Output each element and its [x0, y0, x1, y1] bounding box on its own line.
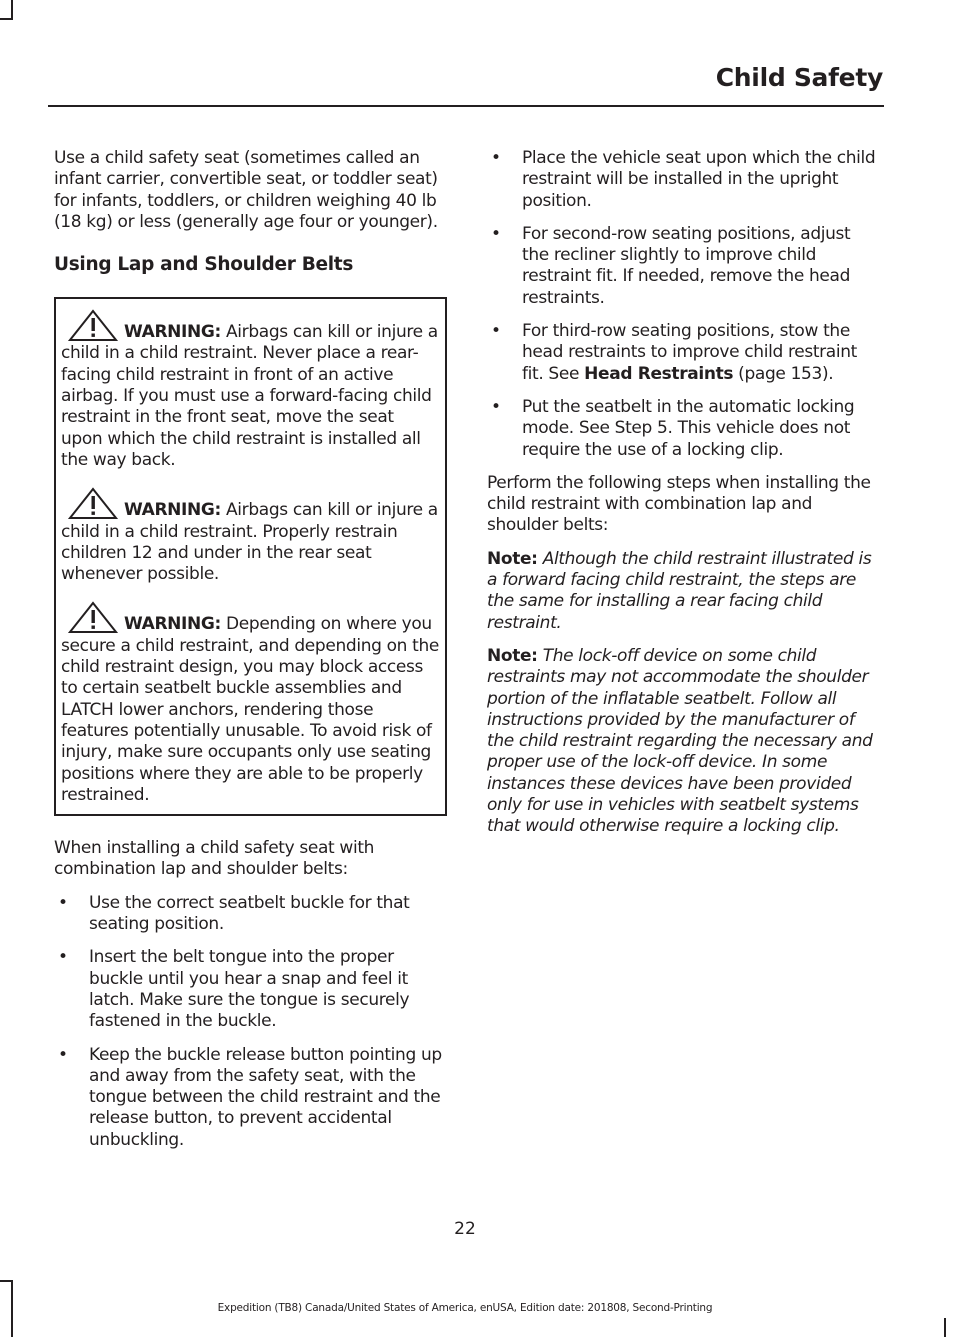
warning-triangle-icon — [66, 309, 120, 343]
bullet-glyph: • — [58, 892, 68, 913]
left-bullet-list — [54, 893, 446, 1151]
bullet-glyph: • — [58, 947, 68, 968]
list-item: • Keep the buckle release button pointing up and away from the safety seat, with the tongue between the child restraint and the release button, to prevent accidental unbuckling. — [58, 1044, 442, 1150]
steps-intro: Perform the following steps when installing the child restraint with combination lap and shoulder belts: — [487, 472, 871, 536]
right-bullet-list — [487, 148, 879, 461]
intro-paragraph: Use a child safety seat (sometimes called an infant carrier, convertible seat, or toddler seat) for infants, toddlers, or children weighing 40 lb (18 kg) or less (generally age four or younger). — [54, 148, 438, 232]
warning-2 — [61, 487, 439, 585]
note-label: Note: — [487, 548, 538, 569]
crop-mark-top-left-horizontal — [0, 18, 13, 20]
warning-3 — [61, 601, 439, 806]
list-item: • For second-row seating positions, adjust the recliner slightly to improve child restraint fit. If needed, remove the head restraints. — [491, 223, 851, 308]
bullet-glyph: • — [491, 223, 501, 244]
right-column — [487, 148, 879, 850]
list-item: • Use the correct seatbelt buckle for that seating position. — [58, 892, 410, 935]
bullet-glyph: • — [58, 1044, 68, 1065]
page-number: 22 — [454, 1219, 476, 1239]
note-label: Note: — [487, 645, 538, 666]
list-item: • Insert the belt tongue into the proper buckle until you hear a snap and feel it latch. Make sure the tongue is securely fastened in the buckle. — [58, 947, 410, 1032]
bullet-glyph: • — [491, 148, 501, 168]
warning-text: Depending on where you secure a child restraint, and depending on the child restraint design, you may block access to certain seatbelt buckle assemblies and LATCH lower anchors, rendering those features potentially unusable. To avoid risk of injury, make sure occupants only use seating positions where they are able to be properly restrained. — [61, 614, 439, 805]
warning-text: Airbags can kill or injure a child in a child restraint. Never place a rear-facing child restraint in front of an active airbag. If you must use a forward-facing child restraint in the front seat, move the seat upon which the child restraint is installed all the way back. — [61, 322, 438, 470]
bullet-glyph: • — [491, 321, 501, 342]
list-item: • Place the vehicle seat upon which the child restraint will be installed in the upright position. — [491, 148, 876, 211]
section-heading: Using Lap and Shoulder Belts — [54, 254, 354, 276]
head-restraints-link[interactable]: Head Restraints — [584, 363, 734, 384]
warning-triangle-icon — [66, 601, 120, 635]
warning-label: WARNING: — [124, 500, 221, 521]
page-title: Child Safety — [715, 63, 883, 92]
warning-box — [54, 297, 447, 816]
warning-label: WARNING: — [124, 322, 221, 343]
installing-intro: When installing a child safety seat with combination lap and shoulder belts: — [54, 838, 375, 880]
warning-1 — [61, 309, 439, 471]
bullet-glyph: • — [491, 396, 501, 417]
left-column — [54, 148, 446, 1163]
note-text: Although the child restraint illustrated is a forward facing child restraint, the steps are the same for installing a rear facing child restraint. — [487, 548, 872, 633]
note-1 — [487, 549, 879, 634]
note-2 — [487, 646, 879, 838]
footer-edition-info: Expedition (TB8) Canada/United States of America, enUSA, Edition date: 201808, Second-Printing — [217, 1302, 713, 1314]
crop-mark-bottom-left-horizontal — [0, 1280, 13, 1282]
warning-text: Airbags can kill or injure a child in a child restraint. Properly restrain children 12 and under in the rear seat whenever possible. — [61, 500, 438, 585]
warning-label: WARNING: — [124, 614, 221, 635]
list-item: • Put the seatbelt in the automatic locking mode. See Step 5. This vehicle does not require the use of a locking clip. — [491, 396, 855, 460]
header-divider — [48, 105, 884, 107]
warning-triangle-icon — [66, 487, 120, 521]
crop-mark-bottom-right-vertical — [944, 1318, 946, 1337]
note-text: The lock-off device on some child restraints may not accommodate the shoulder portion of the inflatable seatbelt. Follow all instructions provided by the manufacturer of the child restraint regarding the necessary and proper use of the lock-off device. In some instances these devices have been provided only for use in vehicles with seatbelt systems that would otherwise require a locking clip. — [487, 645, 873, 837]
crop-mark-top-left-vertical — [11, 0, 13, 20]
list-item: • For third-row seating positions, stow the head restraints to improve child restraint fit. See Head Restraints (page 153). — [491, 321, 857, 384]
